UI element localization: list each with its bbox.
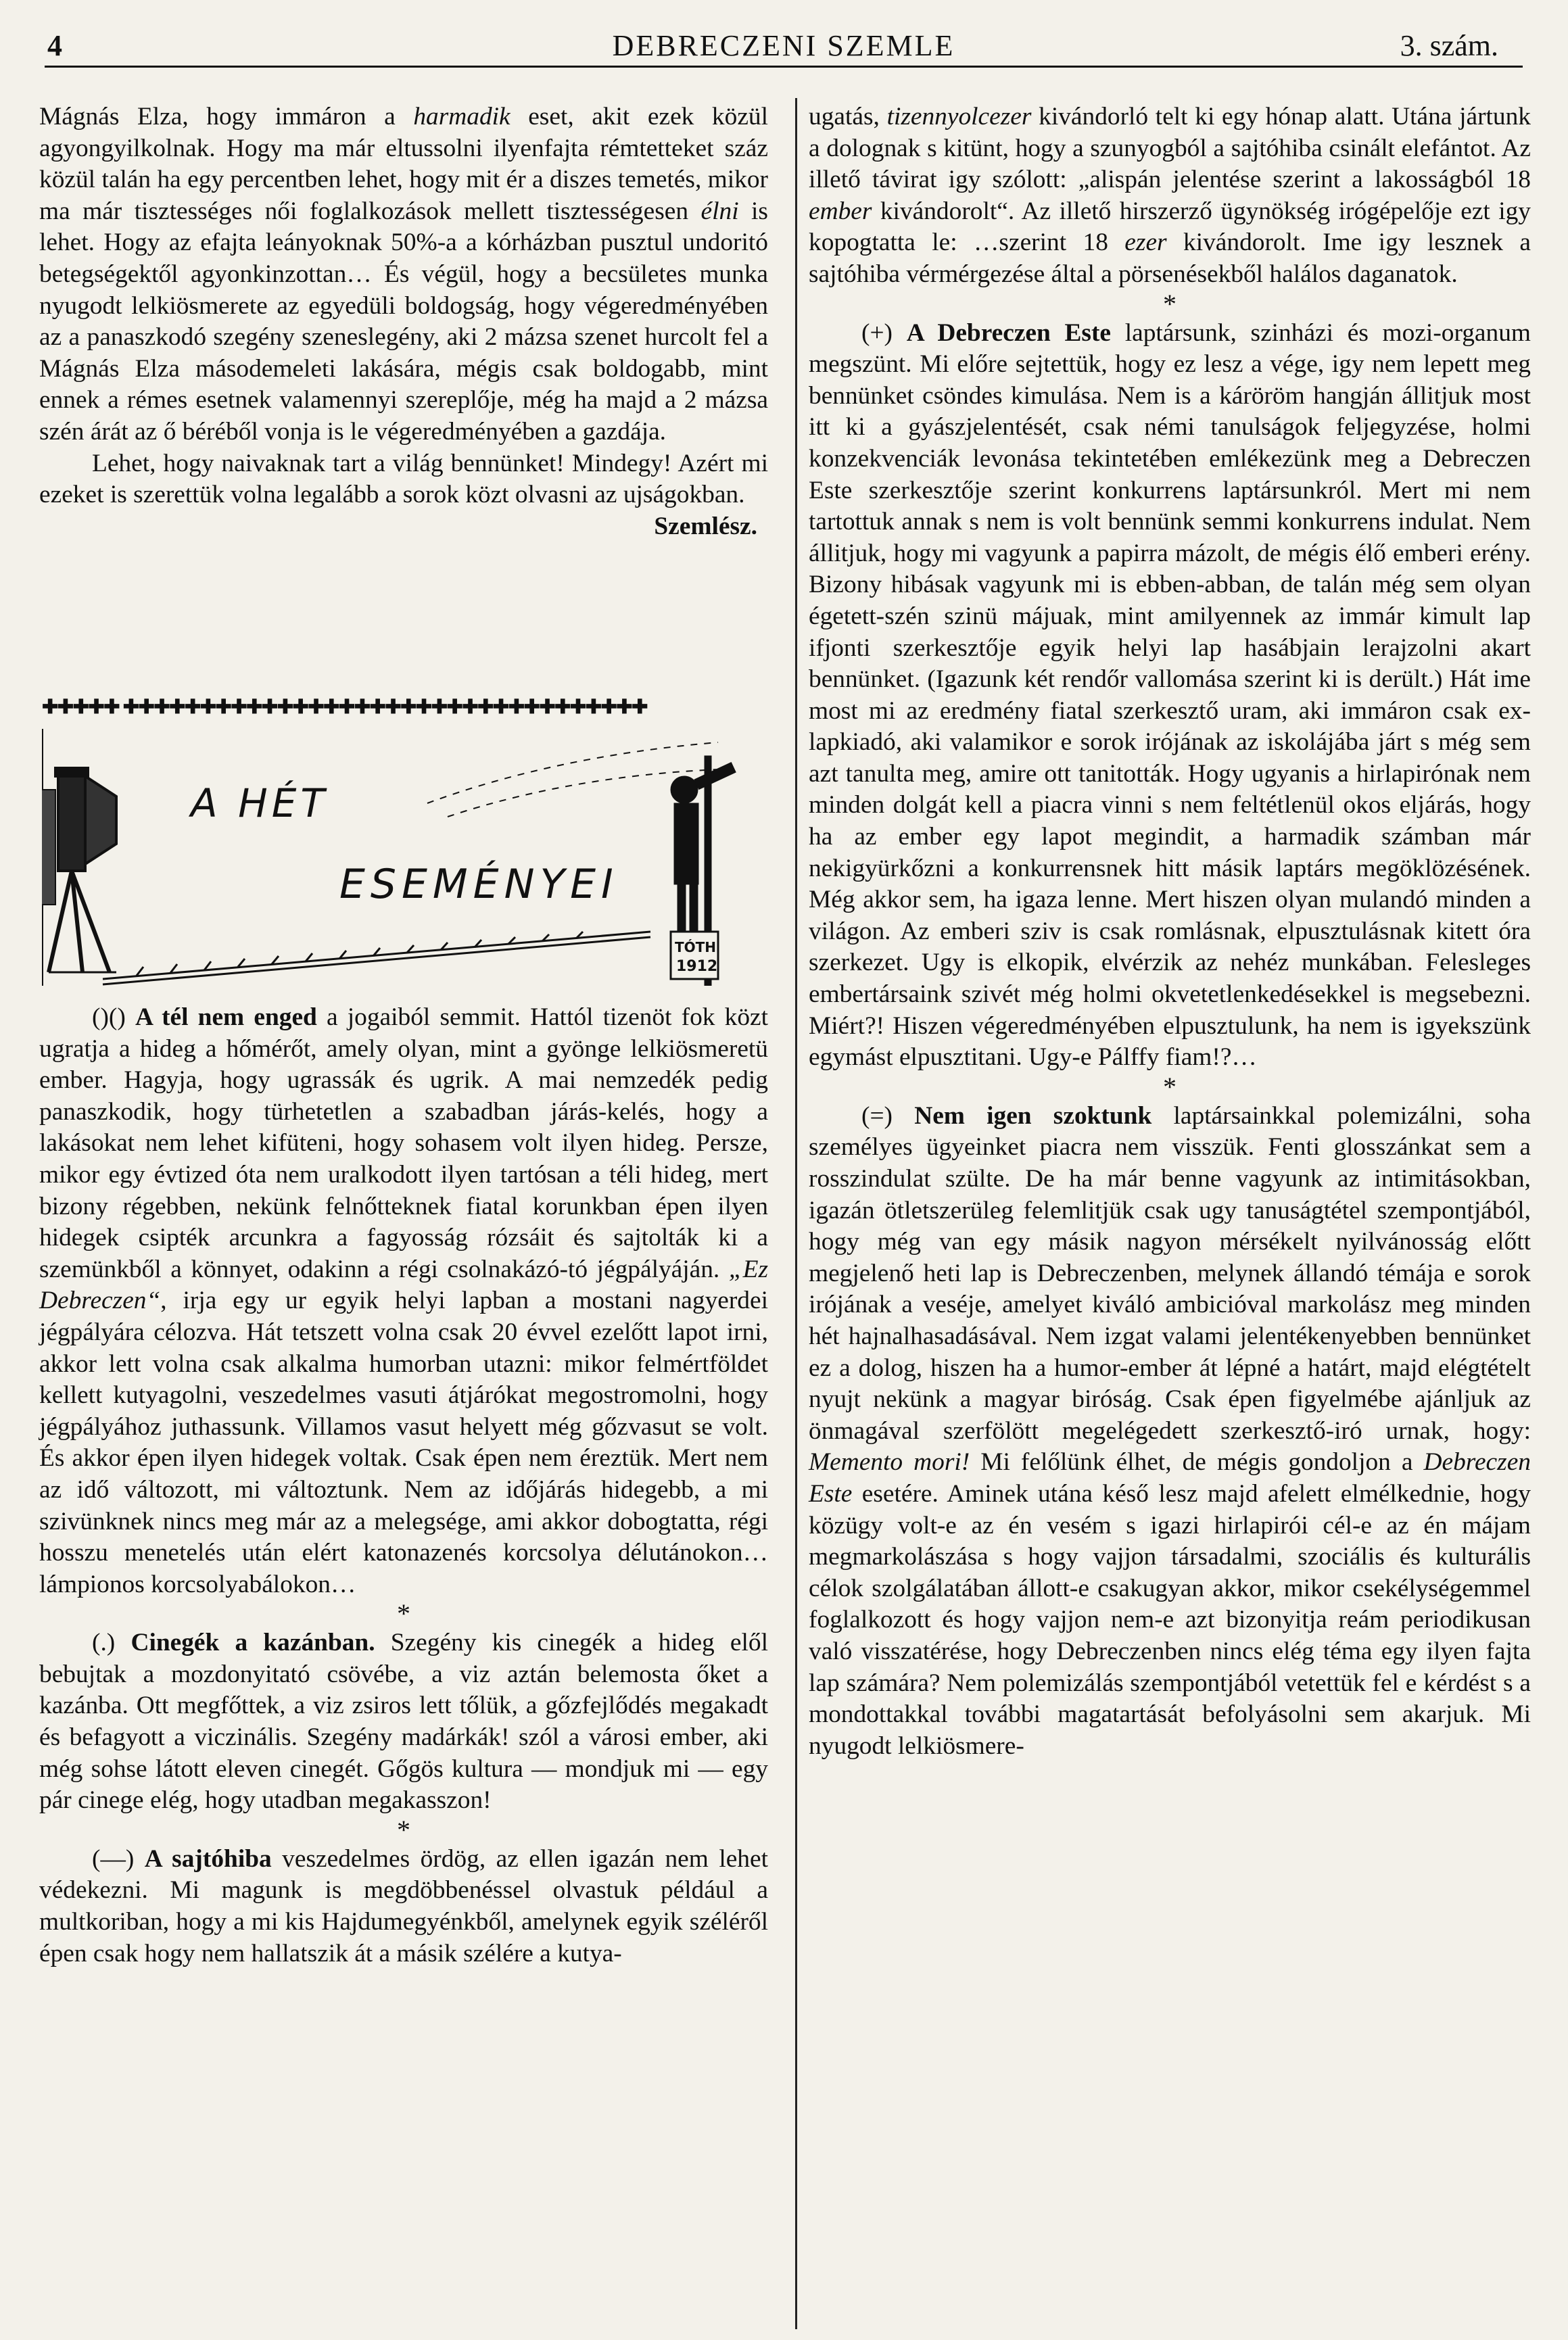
news-item-winter: ()() A tél nem enged a jogaiból semmit. Hattól tizenöt fok közt ugratja a hideg a hőmérőt, amely olyan, mint a gyönge lelkiösmeretü ember. Hagyja, hogy ugrassák és ugrik. A mai nemzedék pedig panaszkodik, hogy türhetetlen a szabadban járás-kelés, hogy a lakásokat nem lehet kifüteni, hogy sohasem volt ilyen hideg. Persze, mikor egy évtized óta nem uralkodott ilyen tartósan a téli hideg, mert bizony régebben, nekünk felnőtteknek fiatal korunkban épen ilyen hidegek csipték arcunkra a fagyosság rózsáit és sajtolták ki a szemünkből a könnyet, odakinn a régi csolnakázó-tó jégpályáján. „Ez Debreczen“, irja egy ur egyik helyi lapban a mostani nagyerdei jégpályára célozva. Hát tetszett volna csak 20 évvel ezelőtt lapot irni, akkor lett volna csak alkalma humorban utazni: mikor felmértföldet kellett kutyagolni, veszedelmes vasuti átjárókat megostromolni, hogy jégpályához juthassunk. Villamos vasut helyett még gőzvasut se volt. És akkor épen ilyen hidegek voltak. Csak épen nem éreztük. Mert nem az idő változott, mi változtunk. Nem az időjárás hidegebb, a mi szivünknek nincs meg már az a melegsége, ami akkor dobogtatta, régi hosszu menetelés után elért katonazenés korcsolya délutánokon… lámpionos korcsolyabálokon… bbox=[39, 1003, 768, 1598]
news-item-misprint-continued: ugatás, tizennyolcezer kivándorló telt ki egy hónap alatt. Utána jártunk a dolognak s kitünt, hogy a szunyogból a sajtóhiba csinált elefántot. Az illető távirat igy szólott: „alispán jelentése szerint a lakosságból 18 ember kivándorolt“. Az illető hirszerző ügynökség irógépelője ezt igy kopogtatta le: …szerint 18 ezer kivándorolt. Ime igy lesznek a sajtóhiba vérmérgezése által a pörsenésekből halálos daganatok. bbox=[809, 103, 1531, 288]
column-left-bottom bbox=[39, 1002, 768, 1969]
masthead-title: DEBRECZENI SZEMLE bbox=[612, 29, 955, 62]
separator-asterisk: * bbox=[397, 1814, 410, 1845]
separator-asterisk: * bbox=[1163, 288, 1177, 319]
banner-title-line2: ESEMÉNYEI bbox=[339, 861, 619, 908]
separator-asterisk: * bbox=[397, 1598, 410, 1629]
author-signature: Szemlész. bbox=[654, 512, 757, 540]
separator-asterisk: * bbox=[1163, 1071, 1177, 1102]
header-rule bbox=[45, 66, 1523, 68]
issue-number: 3. szám. bbox=[1400, 29, 1498, 62]
artist-signature: TÓTH bbox=[675, 939, 717, 955]
column-divider bbox=[795, 98, 797, 2329]
article-paragraph: Mágnás Elza, hogy immáron a harmadik eset, akit ezek közül agyongyilkolnak. Hogy ma már eltussolni ilyenfajta rémtetteket száz közül talán ha egy percentben lehet, hogy mit ér a diszes temetés, mikor ma már tisztességes női foglalkozások mellett tisztességesen élni is lehet. Hogy az efajta leányoknak 50%-a a kórházban pusztul undoritó betegségektől agyonkinzottan… És végül, hogy a becsületes munka nyugodt lelkiösmerete az egyedüli boldogság, hogy végeredményében az a panaszkodó szegény szeneslegény, aki 2 mázsa szenet hurcolt fel a Mágnás Elza másodemeleti lakására, mégis csak boldogabb, mint ennek a rémes esetnek valamennyi szereplője, még ha majd a 2 mázsa szén árát az ő béréből vonja is le végeredményében a gazdája. bbox=[39, 103, 768, 446]
section-banner-illustration bbox=[42, 729, 768, 986]
news-item-titmice: (.) Cinegék a kazánban. Szegény kis cinegék a hideg elől bebujtak a mozdonyitató csövébe, a viz aztán belemosta őket a kazánba. Ott megfőttek, a viz zsiros lett tőlük, a gőzfejlődés megakadt és befagyott a viczinális. Szegény madárkák! szól a városi ember, aki még sohse látott eleven cinegét. Gőgös kultura — mondjuk mi — egy pár cinege elég, hogy utadban megakasszon! bbox=[39, 1629, 768, 1815]
banner-drawing bbox=[42, 729, 768, 986]
ornamental-border: ✚✚✚✚✚ ✚✚✚✚✚✚✚✚✚✚✚✚✚✚✚✚✚✚✚✚✚✚✚✚✚✚✚✚✚✚✚✚✚✚ bbox=[42, 696, 647, 718]
news-item-misprint: (—) A sajtóhiba veszedelmes ördög, az ellen igazán nem lehet védekezni. Mi magunk is megdöbbenéssel olvastuk például a multkoriban, hogy a mi kis Hajdumegyénkből, amelynek egyik széléről épen csak hogy nem hallatszik át a másik szélére a kutya- bbox=[39, 1844, 768, 1967]
column-right bbox=[809, 101, 1531, 1762]
page-number: 4 bbox=[47, 29, 62, 62]
artist-year: 1912 bbox=[676, 958, 718, 975]
column-left-top bbox=[39, 101, 768, 542]
banner-title-line1: A HÉT bbox=[191, 780, 329, 826]
page-header bbox=[45, 30, 1523, 62]
news-item-polemics: (=) Nem igen szoktunk laptársainkkal polemizálni, soha személyes ügyeinket piacra nem visszük. Fenti glosszánkat sem a rosszindulat szülte. De ha már benne vagyunk az intimitásokban, igazán ötletszerüleg felemlitjük csak ugy tanuságtétel szempontjából, hogy még van egy másik nagyon mérsékelt nyilvánosság előtt megjelenő heti lap is Debreczenben, melynek állandó témája e sorok irójának a veséje, amelyet kiváló ambicióval markolász meg minden hét hajnalhasadásával. Nem izgat valami jelentékenyebben bennünket ez a dolog, hiszen ha a humor-ember át lépné a határt, majd elégtételt nyujt nekünk a magyar biróság. Csak épen figyelmébe ajánljuk az önmagával szerfölött megelégedett szerkesztő-iró urnak, hogy: Memento mori! Mi felőlünk élhet, de mégis gondoljon a Debreczen Este esetére. Aminek utána késő lesz majd afelett elmélkednie, hogy közügy volt-e az én vesém s igazi hirlapirói cél-e az én májam megmarkolászása s hogy vajjon társadalmi, szociális és kulturális célok szolgálatában állott-e csakugyan akkor, mikor csekélységemmel foglalkozott és hogy vajjon nem-e azt bizonyitja reám periodikusan való visszatérése, hogy Debreczenben nincs elég téma egy ilyen fajta lap számára? Nem polemizálás szempontjából vetettük fel e kérdést s a mondottakkal további magatartását befolyásolni sem akarjuk. Mi nyugodt lelkiösmere- bbox=[809, 1101, 1531, 1760]
article-paragraph: Lehet, hogy naivaknak tart a világ bennünket! Mindegy! Azért mi ezeket is szerettük volna legalább a sorok közt olvasni az ujságokban. bbox=[39, 449, 768, 509]
news-item-debreczen-este: (+) A Debreczen Este laptársunk, szinházi és mozi-organum megszünt. Mi előre sejtettük, hogy ez lesz a vége, igy nem lepett meg bennünket csöndes kimulása. Nem is a káröröm hangján állitjuk most itt ki a gyászjelentését, csak némi tanulságok feljegyzése, holmi konzekvenciák levonása tekintetében emlékezünk meg a Debreczen Este szerkesztője szerint konkurrens laptársunkról. Mert mi nem tartottuk annak s nem is volt bennünk semmi konkurrens indulat. Nem állitjuk, hogy mi vagyunk a papirra mázolt, de mégis élő emberi erény. Bizony hibásak vagyunk mi is ebben-abban, de talán még sem olyan égetett-szén szinü májuak, mint amilyennek az immár kimult lap ifjonti szerkesztője egyik helyi lap hasábjain lerajzolni akart bennünket. (Igazunk két rendőr vallomása szerint ki is derült.) Hát ime most mi az eredmény fiatal szerkesztő uram, aki immáron csak ex-lapkiadó, aki valamikor e sorok irójának az iskolájába járt s még sem azt tanulta meg, amire ott tanitották. Hogy ugyanis a hirlapirónak nem minden dolgát kell a piacra vinni s nem feltétlenül okos eljárás, hogy ha az ember egy lapot megindit, a harmadik számban már nekigyürkőzni a konkurrensnek hitt másik laptárs megöklözésének. Még akkor sem, ha igaza lenne. Mert hiszen olyan mulandó minden a világon. Az emberi sziv is csak romlásnak, elpusztulásnak kitett óra szerkezet. Ugy is elkopik, elvérzik az nehéz munkában. Felesleges embertársaink szivét még holmi okvetetlenkedésekkel is megsebezni. Miért?! Hiszen végeredményében elpusztulunk, ha nem is igyekszünk egymást elpusztitani. Ugy-e Pálffy fiam!?… bbox=[809, 318, 1531, 1072]
